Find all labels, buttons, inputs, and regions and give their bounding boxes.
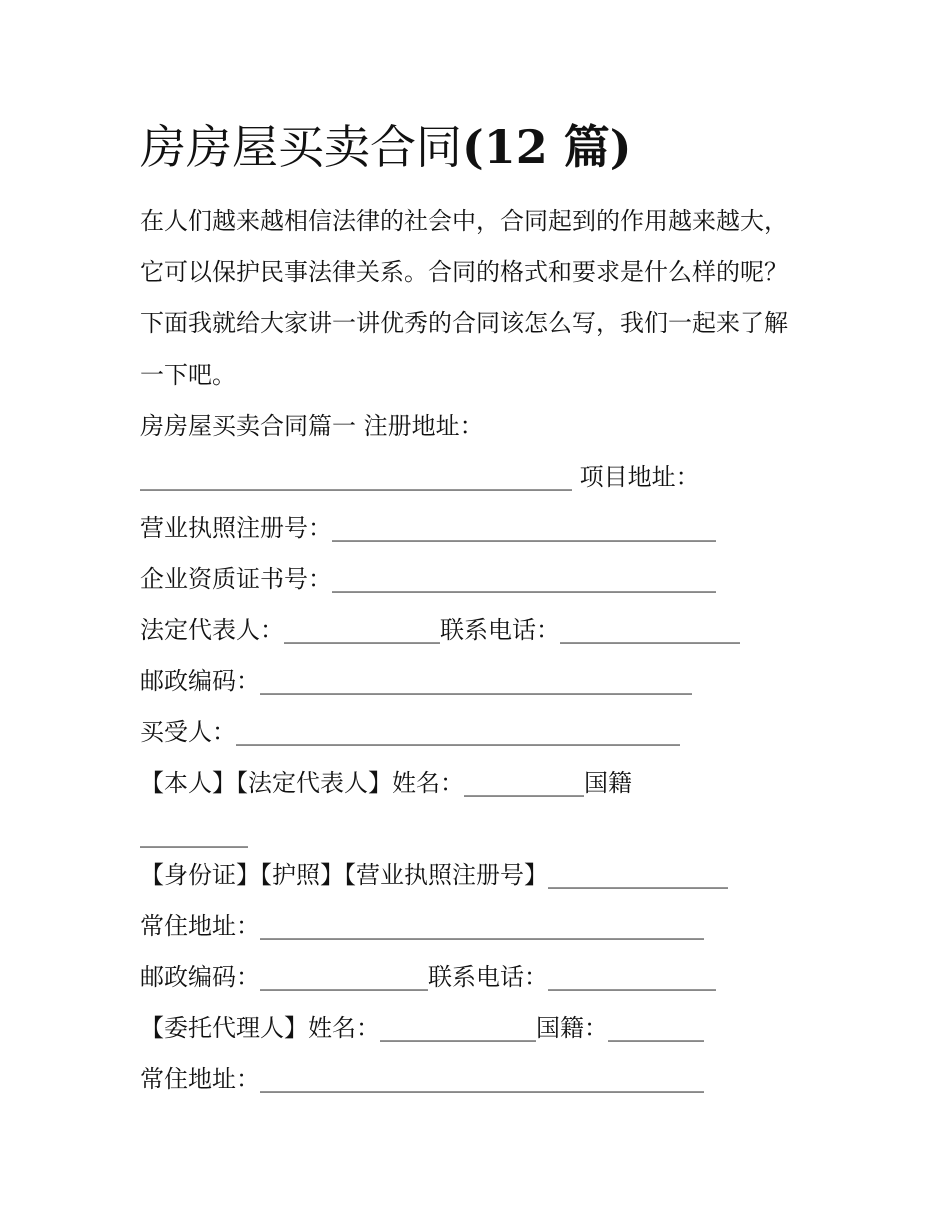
agent-address-line: 常住地址：_____________________________________: [140, 1065, 704, 1093]
postal-phone-line: 邮政编码：______________联系电话：______________: [140, 963, 716, 991]
intro-line-2: 它可以保护民事法律关系。合同的格式和要求是什么样的呢？: [140, 258, 788, 286]
nationality-blank-line: _________: [140, 820, 248, 848]
document-title: [140, 112, 632, 182]
intro-line-4: 一下吧。: [140, 361, 236, 389]
postal-code-line: 邮政编码：____________________________________: [140, 667, 692, 695]
buyer-name-line: 【本人】【法定代表人】姓名：__________国籍: [140, 769, 632, 797]
qualification-cert-line: 企业资质证书号：________________________________: [140, 565, 716, 593]
residence-address-line: 常住地址：_____________________________________: [140, 912, 704, 940]
buyer-line: 买受人：_____________________________________: [140, 718, 680, 746]
title-suffix: (12 篇): [462, 120, 632, 174]
legal-rep-line: 法定代表人：_____________联系电话：_______________: [140, 616, 740, 644]
project-address-line: ____________________________________ 项目地址：: [140, 463, 700, 491]
title-main: 房房屋买卖合同: [140, 120, 462, 174]
intro-line-1: 在人们越来越相信法律的社会中，合同起到的作用越来越大，: [140, 207, 788, 235]
agent-line: 【委托代理人】姓名：_____________国籍：________: [140, 1014, 704, 1042]
section-heading: 房房屋买卖合同篇一 注册地址：: [140, 412, 484, 440]
id-document-line: 【身份证】【护照】【营业执照注册号】_______________: [140, 861, 728, 889]
business-license-line: 营业执照注册号：________________________________: [140, 514, 716, 542]
intro-line-3: 下面我就给大家讲一讲优秀的合同该怎么写，我们一起来了解: [140, 309, 788, 337]
